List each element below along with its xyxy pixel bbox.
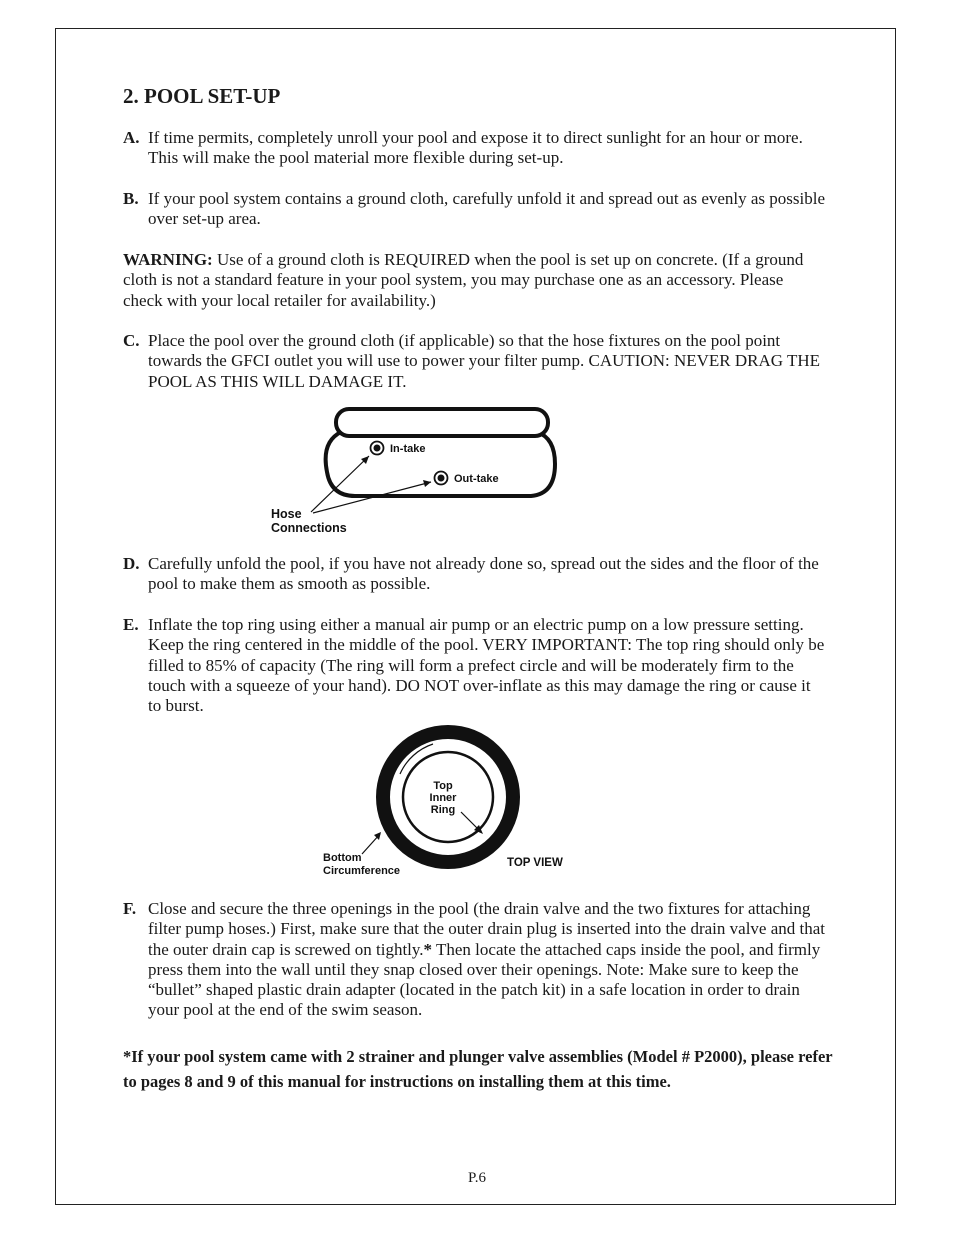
top-inner-ring-label-line3: Ring (430, 804, 456, 816)
step-e-text: Inflate the top ring using either a manual air pump or an electric pump on a low pressure setting. Keep the ring centered in the middle of the pool. VERY IMPORTANT: The top ring should only be filled to 85% of capacity (The ring will form a prefect circle and will be moderately firm to the touch with a squeeze of your hand). DO NOT over-inflate as this may damage the ring or cause it to burst. (148, 615, 825, 716)
step-a-text: If time permits, completely unroll your pool and expose it to direct sunlight for an hour or more. This will make the pool material more flexible during set-up. (148, 128, 803, 168)
intake-fixture-icon (371, 442, 384, 455)
pool-top-view-diagram (318, 722, 580, 880)
step-b-letter: B. (123, 189, 139, 208)
step-f (123, 899, 828, 1021)
top-inner-ring-label-line1: Top (433, 780, 453, 792)
step-c-letter: C. (123, 331, 140, 350)
section-title: 2. POOL SET-UP (123, 84, 281, 108)
step-e (123, 615, 828, 716)
bottom-circumference-label-line2: Circumference (323, 865, 401, 877)
step-b-text: If your pool system contains a ground cloth, carefully unfold it and spread out as evenly as possible over set-up area. (148, 189, 826, 229)
outtake-fixture-icon (435, 472, 448, 485)
top-inner-ring-label-line2: Inner (429, 792, 457, 804)
step-f-asterisk: * (423, 939, 433, 959)
model-footnote: *If your pool system came with 2 strainer and plunger valve assemblies (Model # P2000), please refer to pages 8 and 9 of this manual for instructions on installing them at this time. (123, 1047, 833, 1091)
warning-label: WARNING: (123, 250, 213, 269)
step-b (123, 189, 828, 230)
intake-label: In-take (390, 443, 426, 455)
bottom-circumference-label-line1: Bottom (323, 852, 362, 864)
step-d (123, 554, 828, 595)
step-a (123, 128, 828, 169)
step-c-text: Place the pool over the ground cloth (if applicable) so that the hose fixtures on the pool point towards the GFCI outlet you will use to power your filter pump. CAUTION: NEVER DRAG THE POOL AS THIS WILL DAMAGE IT. (148, 331, 821, 391)
pool-side-diagram (265, 402, 565, 540)
step-d-text: Carefully unfold the pool, if you have not already done so, spread out the sides and the floor of the pool to make them as smooth as possible. (148, 554, 819, 594)
warning-text: Use of a ground cloth is REQUIRED when the pool is set up on concrete. (If a ground cloth is not a standard feature in your pool system, you may purchase one as an accessory. Please check with your local retailer for availability.) (123, 250, 804, 310)
step-e-letter: E. (123, 615, 139, 634)
step-f-letter: F. (123, 899, 137, 918)
step-c (123, 331, 828, 392)
step-d-letter: D. (123, 554, 140, 573)
outtake-label: Out-take (454, 473, 499, 485)
top-view-label: TOP VIEW (507, 857, 563, 869)
hose-connections-label-line1: Hose (271, 507, 302, 521)
step-f-text-before: Close and secure the three openings in the pool (the drain valve and the two fixtures for attaching filter pump hoses.) First, make sure that the outer drain plug is inserted into the drain valve and that the outer drain cap is screwed on tightly. (148, 899, 826, 959)
step-a-letter: A. (123, 128, 140, 147)
top-ring-outline (336, 409, 548, 436)
warning-paragraph (123, 250, 823, 311)
step-f-text-after: Then locate the attached caps inside the pool, and firmly press them into the wall until they snap closed over their openings. Note: Make sure to keep the “bullet” shaped plastic drain adapter (located in the patch kit) in a safe location in order to drain your pool at the end of the swim season. (148, 939, 821, 1020)
page-number: P.6 (468, 1170, 486, 1186)
hose-connections-label-line2: Connections (271, 521, 347, 535)
